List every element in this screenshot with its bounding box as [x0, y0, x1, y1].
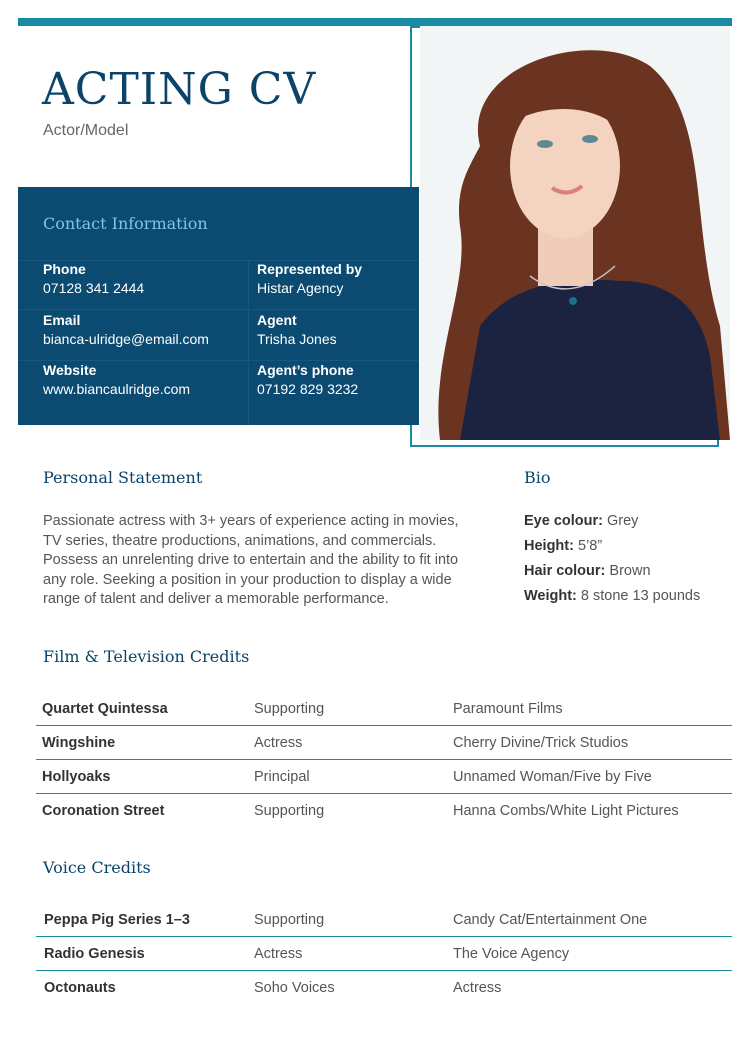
bio-label: Eye colour: — [524, 513, 603, 529]
credit-title: Peppa Pig Series 1–3 — [44, 911, 190, 928]
credit-role: Actress — [254, 937, 453, 971]
portrait-photo — [420, 26, 730, 440]
credit-company: Actress — [453, 971, 732, 1005]
top-accent-bar — [18, 18, 732, 26]
credit-role: Supporting — [254, 911, 325, 928]
credit-company: Cherry Divine/Trick Studios — [453, 726, 732, 760]
table-row — [36, 903, 732, 937]
portrait-illustration — [420, 26, 730, 440]
contact-divider — [248, 260, 249, 425]
page-subtitle: Actor/Model — [43, 122, 129, 139]
bio-row-hair — [524, 563, 651, 579]
agent-phone-value: 07192 829 3232 — [257, 381, 359, 397]
bio-heading: Bio — [524, 468, 551, 487]
represented-value: Histar Agency — [257, 280, 344, 296]
agent-phone-label: Agent’s phone — [257, 362, 354, 378]
email-label: Email — [43, 312, 81, 328]
contact-divider — [18, 309, 419, 310]
voice-credits-heading: Voice Credits — [43, 858, 151, 877]
bio-value: 5’8” — [577, 538, 603, 554]
credit-title: Radio Genesis — [36, 937, 254, 971]
credit-company: Paramount Films — [453, 700, 563, 717]
bio-value: 8 stone 13 pounds — [580, 588, 701, 604]
bio-value: Brown — [609, 563, 651, 579]
table-row — [36, 726, 732, 760]
table-row — [36, 794, 732, 828]
credit-role: Supporting — [254, 700, 325, 717]
credit-role: Supporting — [254, 794, 453, 828]
email-value: bianca-ulridge@email.com — [43, 331, 209, 347]
bio-label: Weight: — [524, 588, 577, 604]
film-credits-table — [36, 692, 732, 827]
bio-row-height — [524, 538, 602, 554]
personal-statement-text: Passionate actress with 3+ years of experience acting in movies, TV series, theatre productions, animations, and commercials. Possess an unrelenting drive to entertain and the ability to fit into any role. Seeking a position in your production to display a wide range of talent and deliver a memorable performance. — [43, 513, 459, 607]
contact-panel — [18, 187, 419, 425]
table-row — [36, 937, 732, 971]
bio-label: Height: — [524, 538, 574, 554]
credit-company: Hanna Combs/White Light Pictures — [453, 794, 732, 828]
phone-value: 07128 341 2444 — [43, 280, 145, 296]
credit-company: Unnamed Woman/Five by Five — [453, 760, 732, 794]
table-row — [36, 971, 732, 1005]
website-label: Website — [43, 362, 97, 378]
bio-row-eye — [524, 513, 638, 529]
credit-company: The Voice Agency — [453, 937, 732, 971]
bio-label: Hair colour: — [524, 563, 606, 579]
bio-value: Grey — [607, 513, 639, 529]
credit-role: Actress — [254, 726, 453, 760]
contact-divider — [18, 360, 419, 361]
credit-title: Octonauts — [36, 971, 254, 1005]
credit-title: Wingshine — [36, 726, 254, 760]
credit-title: Coronation Street — [36, 794, 254, 828]
credit-title: Hollyoaks — [36, 760, 254, 794]
credit-company: Candy Cat/Entertainment One — [453, 911, 648, 928]
table-row — [36, 760, 732, 794]
film-credits-heading: Film & Television Credits — [43, 647, 250, 666]
agent-value: Trisha Jones — [257, 331, 337, 347]
voice-credits-table — [36, 903, 732, 1004]
bio-row-weight — [524, 588, 700, 604]
credit-title: Quartet Quintessa — [42, 700, 168, 717]
represented-label: Represented by — [257, 261, 363, 277]
page-title: ACTING CV — [42, 64, 317, 115]
agent-label: Agent — [257, 312, 297, 328]
phone-label: Phone — [43, 261, 86, 277]
credit-role: Soho Voices — [254, 971, 453, 1005]
personal-statement-heading: Personal Statement — [43, 468, 203, 487]
credit-role: Principal — [254, 760, 453, 794]
website-value: www.biancaulridge.com — [43, 381, 191, 397]
table-row — [36, 692, 732, 726]
contact-heading: Contact Information — [43, 214, 208, 233]
